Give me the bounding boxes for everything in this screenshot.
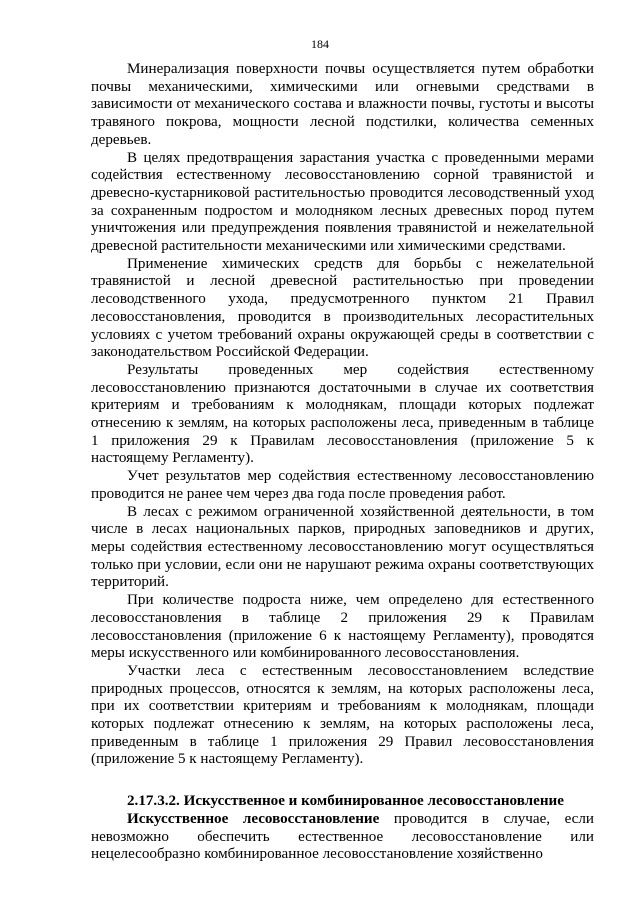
lead-term: Искусственное лесовосстановление: [127, 810, 380, 827]
paragraph-artificial-regeneration: [91, 811, 594, 864]
paragraph-accounting: Учет результатов мер содействия естественному лесовосстановлению проводится не ранее чем через два года после проведения работ.: [91, 468, 594, 502]
paragraph-restricted-forests: В лесах с режимом ограниченной хозяйственной деятельности, в том числе в лесах национальных парков, природных заповедников и других, меры содействия естественному лесовосстановлению могут осуществляться только при условии, если они не нарушают режима охраны соответствующих территорий.: [91, 503, 594, 591]
paragraph-results: Результаты проведенных мер содействия естественному лесовосстановлению признаются достаточными в случае их соответствия критериям и требованиям к молоднякам, площади которых подлежат отнесению к землям, на которых расположены леса, приведенным в таблице 1 приложения 29 к Правилам лесовосстановления (приложение 5 к настоящему Регламенту).: [91, 361, 594, 467]
paragraph-natural-regeneration: Участки леса с естественным лесовосстановлением вследствие природных процессов, относятся к землям, на которых расположены леса, при их соответствии критериям и требованиям к молоднякам, площади которых подлежат отнесению к землям, на которых расположены леса, приведенным в таблице 1 приложения 29 Правил лесовосстановления (приложение 5 к настоящему Регламенту).: [91, 662, 594, 768]
section-heading: 2.17.3.2. Искусственное и комбинированное лесовосстановление: [127, 793, 564, 810]
page-number: 184: [311, 37, 329, 51]
lead-text: проводится в случае, если невозможно обеспечить естественное лесовосстановление или нецелесообразно комбинированное лесовосстановление хозяйственно: [91, 810, 594, 863]
paragraph-weed-prevention: В целях предотвращения зарастания участка с проведенными мерами содействия естественному лесовосстановлению сорной травянистой и древесно-кустарниковой растительностью проводится лесоводственный уход за сохраненным подростом и молодняком лесных древесных пород путем уничтожения или предупреждения появления травянистой и нежелательной древесной растительности механическими или химическими средствами.: [91, 149, 594, 255]
document-body: [91, 61, 594, 864]
paragraph-insufficient-undergrowth: При количестве подроста ниже, чем определено для естественного лесовосстановления в таблице 2 приложения 29 к Правилам лесовосстановления (приложение 6 к настоящему Регламенту), проводятся меры искусственного или комбинированного лесовосстановления.: [91, 592, 594, 662]
paragraph-mineralization: Минерализация поверхности почвы осуществляется путем обработки почвы механическими, химическими или огневыми средствами в зависимости от механического состава и влажности почвы, густоты и высоты травяного покрова, мощности лесной подстилки, количества семенных деревьев.: [91, 61, 594, 148]
paragraph-chemical-use: Применение химических средств для борьбы с нежелательной травянистой и лесной древесной растительностью при проведении лесоводственного ухода, предусмотренного пунктом 21 Правил лесовосстановления, проводится в производительных лесорастительных условиях с учетом требований охраны окружающей среды в соответствии с законодательством Российской Федерации.: [91, 255, 594, 361]
